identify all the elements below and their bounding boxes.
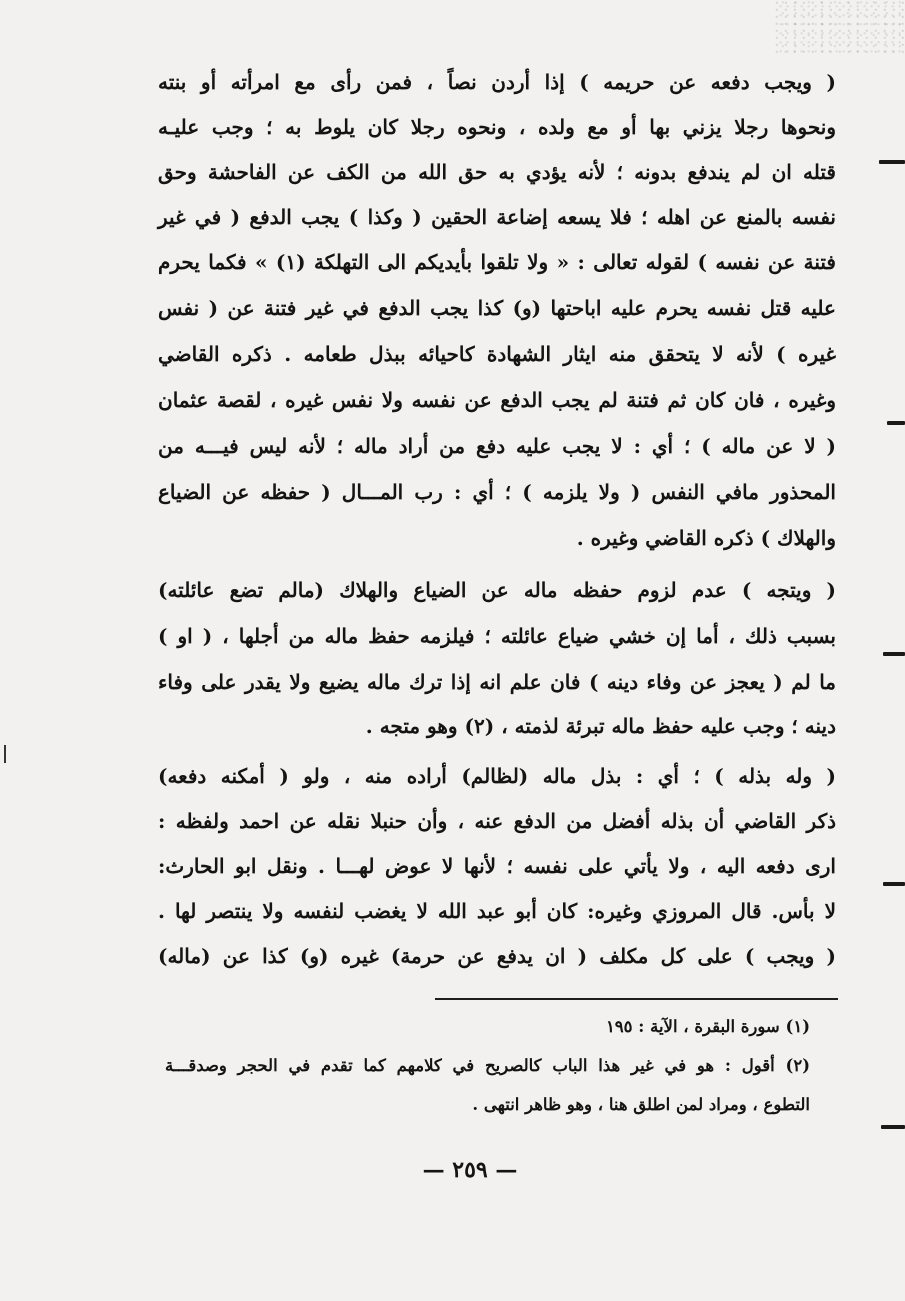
text-line: فتنة عن نفسه ) لقوله تعالى : « ولا تلقوا بأيديكم الى التهلكة (١) » فكما يحرم (158, 250, 836, 274)
text-line: غيره ) لأنه لا يتحقق منه ايثار الشهادة كاحيائه ببذل طعامه . ذكره القاضي (158, 342, 836, 366)
text-line: ( لا عن ماله ) ؛ أي : لا يجب عليه دفع من أراد ماله ؛ لأنه ليس فيـــه من (158, 434, 836, 458)
footnote-divider (435, 998, 838, 1000)
footnote: (٢) أقول : هو في غير هذا الباب كالصريح في كلامهم كما تقدم في الحجر وصدقـــة (165, 1056, 810, 1075)
scan-artifact (4, 745, 6, 763)
scan-noise (775, 0, 905, 55)
binding-mark (883, 652, 905, 656)
text-line: نفسه بالمنع عن اهله ؛ فلا يسعه إضاعة الحقين ( وكذا ) يجب الدفع ( في غير (158, 205, 836, 229)
text-line: والهلاك ) ذكره القاضي وغيره . (576, 526, 836, 550)
text-line: ما لم ( يعجز عن وفاء دينه ) فان علم انه إذا ترك ماله يضيع ولا يقدر على وفاء (158, 670, 836, 694)
text-line: بسبب ذلك ، أما إن خشي ضياع عائلته ؛ فيلزمه حفظ ماله من أجلها ، ( او ) (158, 624, 836, 648)
text-line: ( ويجب ) على كل مكلف ( ان يدفع عن حرمة) غيره (و) كذا عن (ماله) (158, 944, 836, 968)
text-line: ( ويجب دفعه عن حريمه ) إذا أردن نصاً ، فمن رأى مع امرأته أو بنته (158, 70, 836, 94)
binding-mark (879, 160, 905, 164)
text-line: ذكر القاضي أن بذله أفضل من الدفع عنه ، وأن حنبلا نقله عن احمد ولفظه : (158, 809, 836, 833)
binding-mark (881, 1125, 905, 1129)
text-line: اری دفعه اليه ، ولا يأتي على نفسه ؛ لأنها لا عوض لهـــا . ونقل ابو الحارث: (158, 854, 836, 878)
binding-mark (883, 882, 905, 886)
text-line: ( ويتجه ) عدم لزوم حفظه ماله عن الضياع والهلاك (مالم تضع عائلته) (158, 578, 836, 602)
text-line: لا بأس. قال المروزي وغيره: كان أبو عبد الله لا يغضب لنفسه ولا ينتصر لها . (158, 899, 836, 923)
text-line: ونحوها رجلا يزني بها أو مع ولده ، ونحوه رجلا كان يلوط به ؛ وجب عليـه (158, 115, 836, 139)
text-line: وغيره ، فان كان ثم فتنة لم يجب الدفع عن نفسه ولا نفس غيره ، لقصة عثمان (158, 388, 836, 412)
text-line: عليه قتل نفسه يحرم عليه اباحتها (و) كذا يجب الدفع في غير فتنة عن ( نفس (158, 296, 836, 320)
text-line: دينه ؛ وجب عليه حفظ ماله تبرئة لذمته ، (٢) وهو متجه . (365, 714, 836, 738)
main-text (158, 62, 836, 982)
footnote: التطوع ، ومراد لمن اطلق هنا ، وهو ظاهر انتهى . (472, 1095, 810, 1114)
text-line: المحذور مافي النفس ( ولا يلزمه ) ؛ أي : رب المـــال ( حفظه عن الضياع (158, 480, 836, 504)
page-number: — ٢٥٩ — (422, 1157, 518, 1183)
text-line: قتله ان لم يندفع بدونه ؛ لأنه يؤدي به حق الله من الكف عن الفاحشة وحق (158, 160, 836, 184)
text-line: ( وله بذله ) ؛ أي : بذل ماله (لظالم) أراده منه ، ولو ( أمكنه دفعه) (158, 764, 836, 788)
footnote: (١) سورة البقرة ، الآية : ١٩٥ (605, 1017, 810, 1036)
binding-mark (887, 421, 905, 425)
